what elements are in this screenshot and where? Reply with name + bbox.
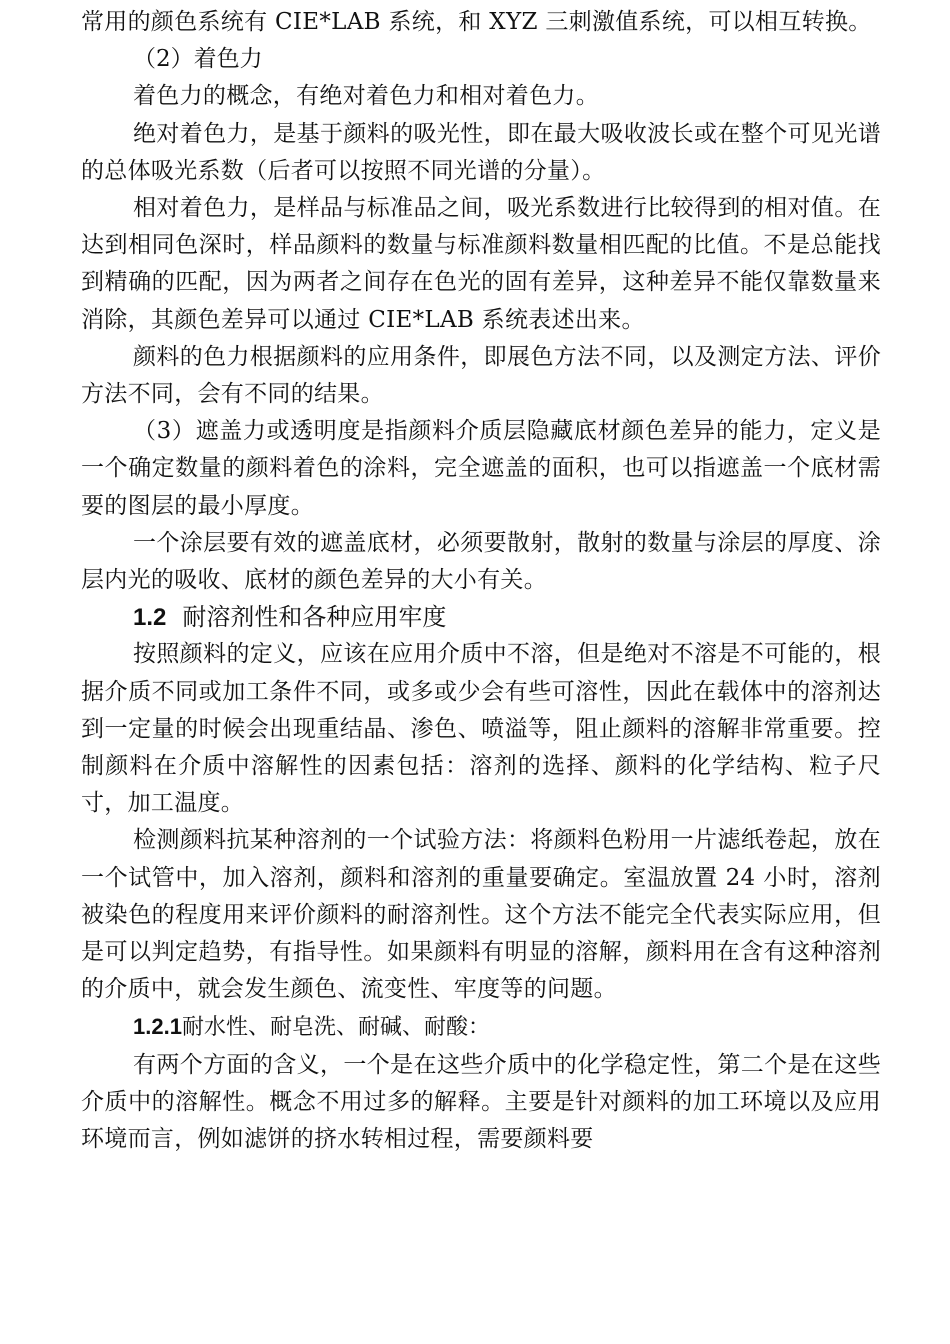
paragraph-coating-scattering: 一个涂层要有效的遮盖底材，必须要散射，散射的数量与涂层的厚度、涂层内光的吸收、底材的颜色差异的大小有关。 — [81, 529, 881, 594]
paragraph-solubility: 按照颜料的定义，应该在应用介质中不溶，但是绝对不溶是不可能的，根据介质不同或加工条件不同，或多或少会有些可溶性，因此在载体中的溶剂达到一定量的时候会出现重结晶、渗色、喷溢等，阻止颜料的溶解非常重要。控制颜料在介质中溶解性的因素包括：溶剂的选择、颜料的化学结构、粒子尺寸，加工温度。 — [81, 641, 881, 817]
paragraph-absolute-tinting: 绝对着色力，是基于颜料的吸光性，即在最大吸收波长或在整个可见光谱的总体吸光系数（后者可以按照不同光谱的分量）。 — [81, 120, 881, 184]
section-number: 1.2 — [133, 604, 167, 632]
section-title: 耐溶剂性和各种应用牢度 — [182, 603, 447, 632]
paragraph-color-strength: 颜料的色力根据颜料的应用条件，即展色方法不同，以及测定方法、评价方法不同，会有不同的结果。 — [81, 343, 881, 408]
paragraph-relative-tinting: 相对着色力，是样品与标准品之间，吸光系数进行比较得到的相对值。在达到相同色深时，样品颜料的数量与标准颜料数量相匹配的比值。不是总能找到精确的匹配，因为两者之间存在色光的固有差异，这种差异不能仅靠数量来消除，其颜色差异可以通过 CIE*LAB 系统表述出来。 — [81, 195, 881, 333]
paragraph-solvent-test: 检测颜料抗某种溶剂的一个试验方法：将颜料色粉用一片滤纸卷起，放在一个试管中，加入溶剂，颜料和溶剂的重量要确定。室温放置 24 小时，溶剂被染色的程度用来评价颜料的耐溶剂性。这个方法不能完全代表实际应用，但是可以判定趋势，有指导性。如果颜料有明显的溶解，颜料用在含有这种溶剂的介质中，就会发生颜色、流变性、牢度等的问题。 — [81, 827, 881, 1003]
section-heading-1-2 — [81, 599, 881, 636]
subheading-tinting-strength: （2）着色力 — [133, 46, 263, 73]
subsection-title: 耐水性、耐皂洗、耐碱、耐酸： — [181, 1015, 490, 1041]
document-page — [81, 4, 881, 1158]
paragraph-hiding-power: （3）遮盖力或透明度是指颜料介质层隐藏底材颜色差异的能力，定义是一个确定数量的颜料着色的涂料，完全遮盖的面积，也可以指遮盖一个底材需要的图层的最小厚度。 — [81, 418, 881, 519]
subsection-number: 1.2.1 — [133, 1014, 182, 1040]
paragraph-color-systems: 常用的颜色系统有 CIE*LAB 系统，和 XYZ 三刺激值系统，可以相互转换。 — [81, 9, 872, 35]
paragraph-tinting-concept: 着色力的概念，有绝对着色力和相对着色力。 — [133, 83, 599, 110]
paragraph-resistance-meaning: 有两个方面的含义，一个是在这些介质中的化学稳定性，第二个是在这些介质中的溶解性。概念不用过多的解释。主要是针对颜料的加工环境以及应用环境而言，例如滤饼的挤水转相过程，需要颜料要 — [81, 1051, 881, 1153]
section-heading-1-2-1 — [81, 1008, 881, 1046]
